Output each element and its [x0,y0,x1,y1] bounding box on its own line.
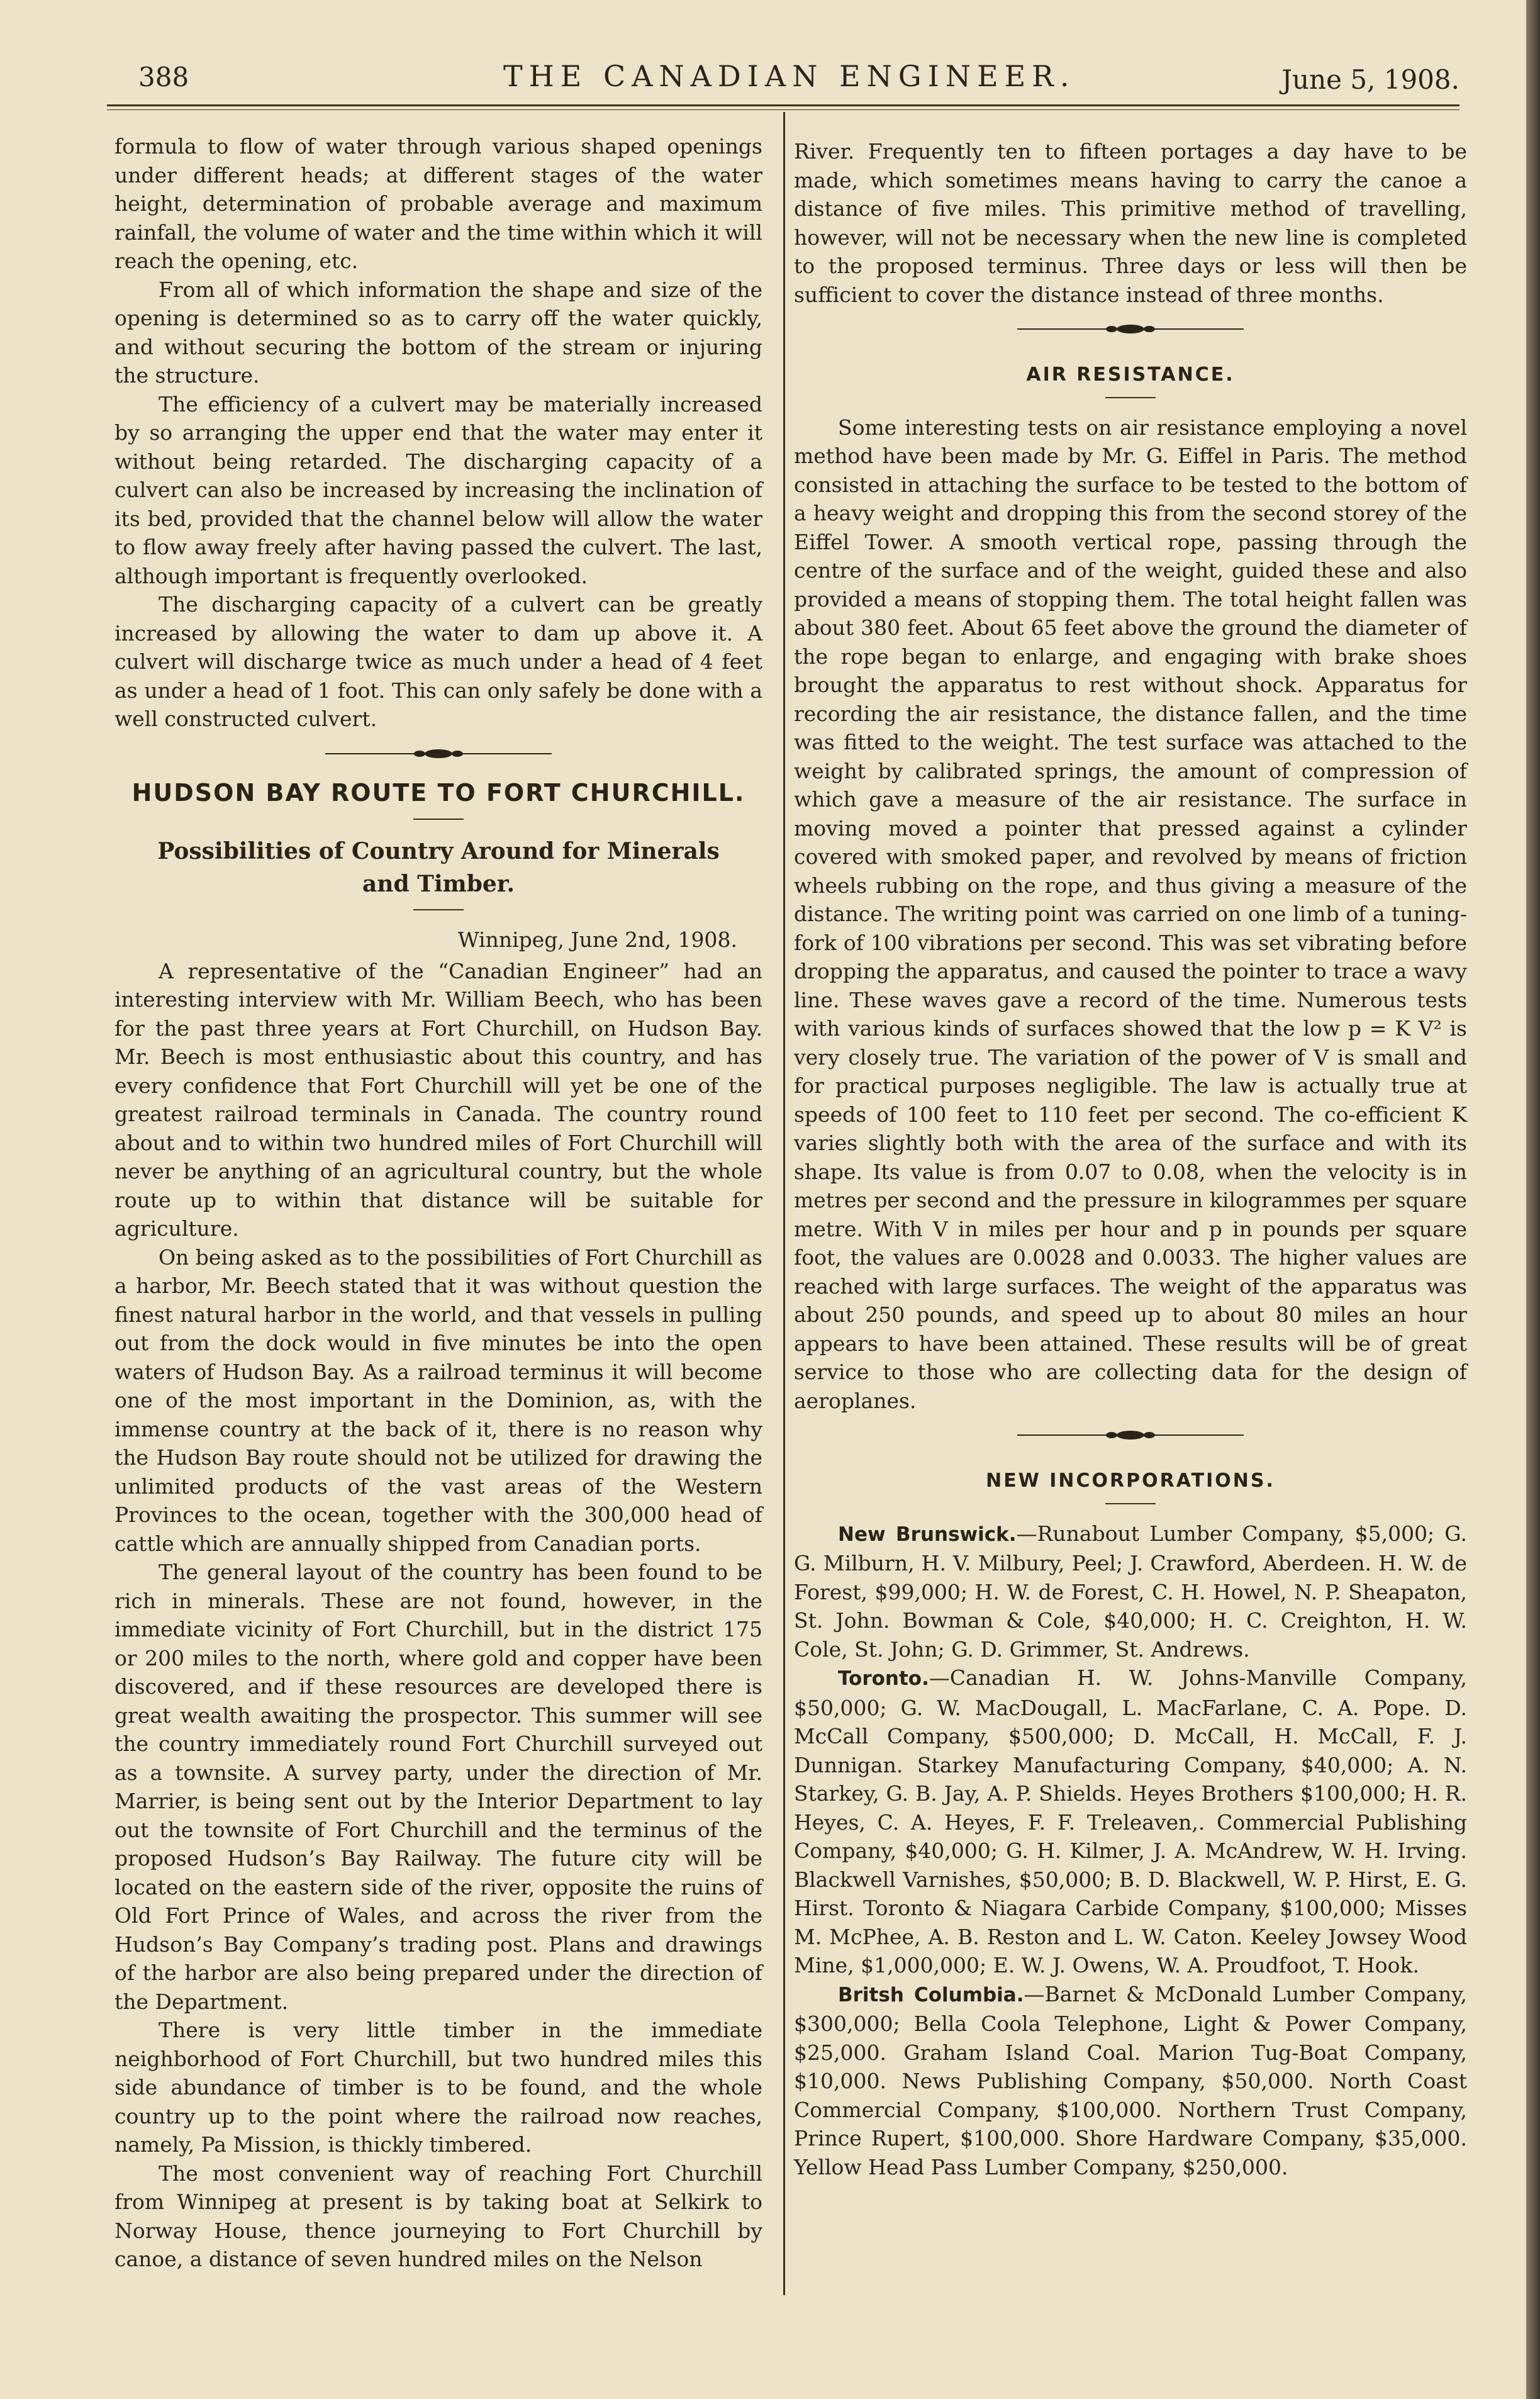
incorporations-heading: NEW INCORPORATIONS. [986,1470,1275,1492]
page-header [138,58,1459,102]
new-brunswick-entry [794,1519,1467,1664]
air-resistance-heading: AIR RESISTANCE. [1026,364,1235,386]
column-divider [783,112,785,2295]
culvert-paragraph-4: The discharging capacity of a culvert can be greatly increased by allowing the water to dam up above it. A culvert will discharge twice as much under a head of 4 feet as under a head of 1 foot. This can only safely be done with a well constructed culvert. [114,592,762,731]
ornament-divider [325,747,552,760]
new-brunswick-text: —Runabout Lumber Company, $5,000; G. G. Milburn, H. V. Milbury, Peel; J. Crawford, Aberdeen. H. W. de Forest, $99,000; H. W. de Forest, C. H. Howel, N. P. Sheараton, St. John. Bowman & Cole, $40,000; H. C. Creighton, H. W. Cole, St. John; G. D. Grimmer, St. Andrews. [794,1521,1467,1662]
culvert-paragraph-1: formula to flow of water through various shaped openings under different heads; at different stages of the water height, determination of probable average and maximum rainfall, the volume of water and the time within which it will reach the opening, etc. [114,134,762,273]
new-brunswick-label: New Brunswick. [838,1523,1017,1546]
toronto-entry [794,1664,1467,1980]
right-column [794,137,1467,2181]
journal-title: THE CANADIAN ENGINEER. [503,59,1076,93]
culvert-paragraph-3: The efficiency of a culvert may be materially increased by so arranging the upper end that the water may enter it without being retarded. The discharging capacity of a culvert can also be increased by increasing the inclination of its bed, provided that the channel below will allow the water to flow away freely after having passed the culvert. The last, although important is frequently overlooked. [114,391,762,588]
article-paragraph-3: The general layout of the country has been found to be rich in minerals. These are not found, however, in the immediate vicinity of Fort Churchill, but in the district 175 or 200 miles to the north, where gold and copper have been discovered, and if these resources are developed there is great wealth awaiting the prospector. This summer will see the country immediately round Fort Churchill surveyed out as a townsite. A survey party, under the direction of Mr. Marrier, is being sent out by the Interior Department to lay out the townsite of Fort Churchill and the terminus of the proposed Hudson’s Bay Railway. The future city will be located on the eastern side of the river, opposite the ruins of Old Fort Prince of Wales, and across the river from the Hudson’s Bay Company’s trading post. Plans and drawings of the harbor are also being prepared under the direction of the Department. [114,1560,762,2014]
article-subtitle: Possibilities of Country Around for Minerals and Timber. [157,838,720,897]
british-columbia-text: —Barnet & McDonald Lumber Company, $300,000; Bella Coola Telephone, Light & Power Company, $25,000. Graham Island Coal. Marion Tug-Boat Company, $10,000. News Publishing Company, $50,000. North Coast Commercial Company, $100,000. Northern Trust Company, Prince Rupert, $100,000. Shore Hardware Company, $35,000. Yellow Head Pass Lumber Company, $250,000. [794,1981,1467,2179]
british-columbia-label: Britsh Columbia. [838,1983,1024,2006]
header-rule [107,104,1459,106]
article-title: HUDSON BAY ROUTE TO FORT CHURCHILL. [131,778,745,807]
toronto-text: —Canadian H. W. Johns-Manville Company, $50,000; G. W. MacDougall, L. MacFarlane, C. A. Pope. D. McCall Company, $500,000; D. McCall, H. McCall, F. J. Dunnigan. Starkey Manufacturing Company, $40,000; A. N. Starkey, G. B. Jay, A. P. Shields. Heyes Brothers $100,000; H. R. Heyes, C. A. Heyes, F. F. Treleaven,. Commercial Publishing Company, $40,000; G. H. Kilmer, J. A. McAndrew, W. H. Irving. Blackwell Varnishes, $50,000; B. D. Blackwell, W. P. Hirst, E. G. Hirst. Toronto & Niagara Carbide Company, $100,000; Misses M. McPhee, A. B. Reston and L. W. Caton. Keeley Jowsey Wood Mine, $1,000,000; E. W. J. Owens, W. A. Proudfoot, T. Hook. [794,1665,1467,1977]
toronto-label: Toronto. [838,1667,929,1690]
heading-rule [1105,397,1156,398]
article-paragraph-5: The most convenient way of reaching Fort Churchill from Winnipeg at present is by taking boat at Selkirk to Norway House, thence journeying to Fort Churchill by canoe, a distance of seven hundred miles on the Nelson [114,2161,762,2271]
page-number: 388 [138,62,189,92]
title-rule [413,819,464,820]
culvert-paragraph-2: From all of which information the shape and size of the opening is determined so as to carry off the water quickly, and without securing the bottom of the stream or injuring the structure. [114,277,762,388]
ornament-divider [1017,323,1244,335]
continued-paragraph: River. Frequently ten to fifteen portages a day have to be made, which sometimes means having to carry the canoe a distance of five miles. This primitive method of travelling, however, will not be necessary when the new line is completed to the proposed terminus. Three days or less will then be sufficient to cover the distance instead of three months. [794,139,1467,307]
dateline: Winnipeg, June 2nd, 1908. [457,927,737,952]
subtitle-rule [413,909,464,910]
heading-rule [1105,1503,1156,1504]
ornament-divider [1017,1429,1244,1441]
issue-date: June 5, 1908. [1281,64,1459,95]
left-column [114,132,762,2274]
header-rule-thin [107,109,1459,110]
article-paragraph-2: On being asked as to the possibilities of Fort Churchill as a harbor, Mr. Beech stated that it was without question the finest natural harbor in the world, and that vessels in pulling out from the dock would in five minutes be into the open waters of Hudson Bay. As a railroad terminus it will become one of the most important in the Dominion, as, with the immense country at the back of it, there is no reason why the Hudson Bay route should not be utilized for drawing the unlimited products of the vast areas of the Western Provinces to the ocean, together with the 300,000 head of cattle which are annually shipped from Canadian ports. [114,1244,762,1556]
british-columbia-entry [794,1980,1467,2182]
air-resistance-paragraph: Some interesting tests on air resistance employing a novel method have been made by Mr. G. Eiffel in Paris. The method consisted in attaching the surface to be tested to the bottom of a heavy weight and dropping this from the second storey of the Eiffel Tower. A smooth vertical rope, passing through the centre of the surface and of the weight, guided these and also provided a means of stopping them. The total height fallen was about 380 feet. About 65 feet above the ground the diameter of the rope began to enlarge, and engaging with brake shoes brought the apparatus to rest without shock. Apparatus for recording the air resistance, the distance fallen, and the time was fitted to the weight. The test surface was attached to the weight by calibrated springs, the amount of compression of which gave a measure of the air resistance. The surface in moving moved a pointer that pressed against a cylinder covered with smoked paper, and revolved by means of friction wheels rubbing on the rope, and thus giving a measure of the distance. The writing point was carried on one limb of a tuning-fork of 100 vibrations per second. This was set vibrating before dropping the apparatus, and caused the pointer to trace a wavy line. These waves gave a record of the time. Numerous tests with various kinds of surfaces showed that the low p = K V² is very closely true. The variation of the power of V is small and for practical purposes negligible. The law is actually true at speeds of 100 feet to 110 feet per second. The co-efficient K varies slightly both with the area of the surface and with its shape. Its value is from 0.07 to 0.08, when the velocity is in metres per second and the pressure in kilogrammes per square metre. With V in miles per hour and p in pounds per square foot, the values are 0.0028 and 0.0033. The higher values are reached with large surfaces. The weight of the apparatus was about 250 pounds, and speed up to about 80 miles an hour appears to have been attained. These results will be of great service to those who are collecting data for the design of aeroplanes. [794,415,1467,1413]
article-paragraph-4: There is very little timber in the immediate neighborhood of Fort Churchill, but two hundred miles this side abundance of timber is to be found, and the whole country up to the point where the railroad now reaches, namely, Pa Mission, is thickly timbered. [114,2018,762,2157]
article-paragraph-1: A representative of the “Canadian Engineer” had an interesting interview with Mr. William Beech, who has been for the past three years at Fort Churchill, on Hudson Bay. Mr. Beech is most enthusiastic about this country, and has every confidence that Fort Churchill will yet be one of the greatest railroad terminals in Canada. The country round about and to within two hundred miles of Fort Churchill will never be anything of an agricultural country, but the whole route up to within that distance will be suitable for agriculture. [114,958,762,1241]
page-edge [1526,0,1540,2399]
